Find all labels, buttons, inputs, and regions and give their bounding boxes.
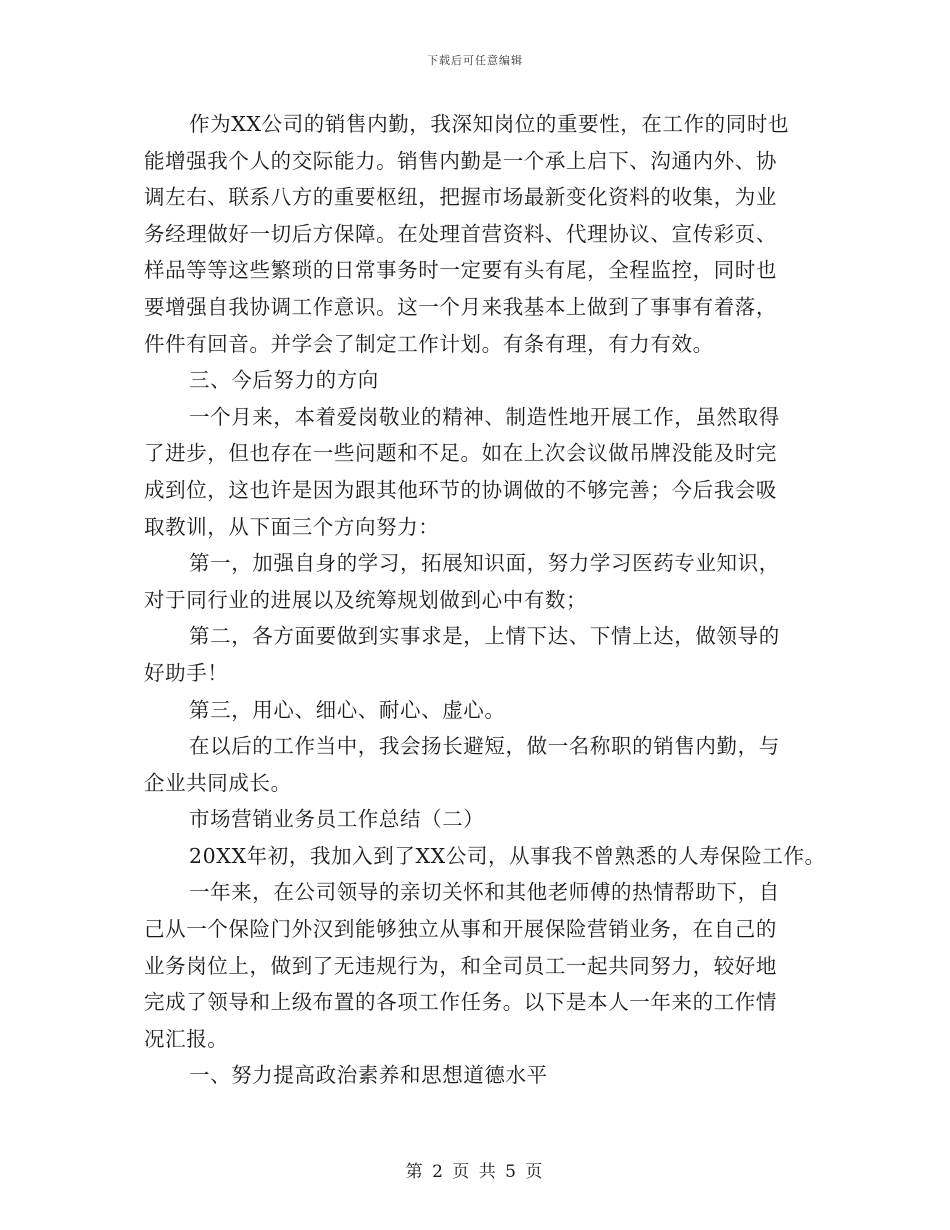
text-line: 一年来，在公司领导的亲切关怀和其他老师傅的热情帮助下，自 — [189, 880, 780, 905]
text-line: 务经理做好一切后方保障。在处理首营资料、代理协议、宣传彩页、 — [144, 221, 777, 246]
text-line: 企业共同成长。 — [144, 770, 292, 795]
text-line: 成到位，这也许是因为跟其他环节的协调做的不够完善；今后我会吸 — [144, 477, 777, 502]
text-line: 业务岗位上，做到了无违规行为，和全司员工一起共同努力，较好地 — [144, 953, 777, 978]
text-line: 能增强我个人的交际能力。销售内勤是一个承上启下、沟通内外、协 — [144, 148, 777, 173]
text-line: 己从一个保险门外汉到能够独立从事和开展保险营销业务，在自己的 — [144, 917, 777, 942]
text-line: 20XX年初，我加入到了XX公司，从事我不曾熟悉的人寿保险工作。 — [189, 843, 826, 868]
text-line: 了进步，但也存在一些问题和不足。如在上次会议做吊牌没能及时完 — [144, 441, 777, 466]
text-line: 三、今后努力的方向 — [189, 368, 379, 393]
text-line: 要增强自我协调工作意识。这一个月来我基本上做到了事事有着落， — [144, 294, 777, 319]
text-line: 对于同行业的进展以及统筹规划做到心中有数； — [144, 587, 588, 612]
page-number: 第 2 页 共 5 页 — [405, 1162, 545, 1182]
text-line: 一、努力提高政治素养和思想道德水平 — [189, 1063, 548, 1088]
text-line: 在以后的工作当中，我会扬长避短，做一名称职的销售内勤，与 — [189, 734, 780, 759]
text-line: 完成了领导和上级布置的各项工作任务。以下是本人一年来的工作情 — [144, 990, 777, 1015]
text-line: 作为XX公司的销售内勤，我深知岗位的重要性，在工作的同时也 — [189, 112, 790, 136]
text-line: 一个月来，本着爱岗敬业的精神、制造性地开展工作，虽然取得 — [189, 404, 780, 429]
text-line: 调左右、联系八方的重要枢纽，把握市场最新变化资料的收集，为业 — [144, 185, 777, 210]
text-line: 好助手！ — [144, 660, 229, 685]
document-body — [144, 106, 834, 1094]
text-line: 市场营销业务员工作总结（二） — [189, 807, 485, 832]
text-line: 件件有回音。并学会了制定工作计划。有条有理，有力有效。 — [144, 331, 714, 356]
text-line: 取教训，从下面三个方向努力： — [144, 514, 440, 539]
text-line: 样品等等这些繁琐的日常事务时一定要有头有尾，全程监控，同时也 — [144, 258, 777, 283]
text-line: 第三，用心、细心、耐心、虚心。 — [189, 697, 506, 722]
text-line: 第一，加强自身的学习，拓展知识面，努力学习医药专业知识， — [189, 551, 780, 576]
text-line: 第二，各方面要做到实事求是，上情下达、下情上达，做领导的 — [189, 624, 780, 649]
text-line: 况汇报。 — [144, 1026, 229, 1051]
page-header-note: 下载后可任意编辑 — [427, 54, 523, 67]
